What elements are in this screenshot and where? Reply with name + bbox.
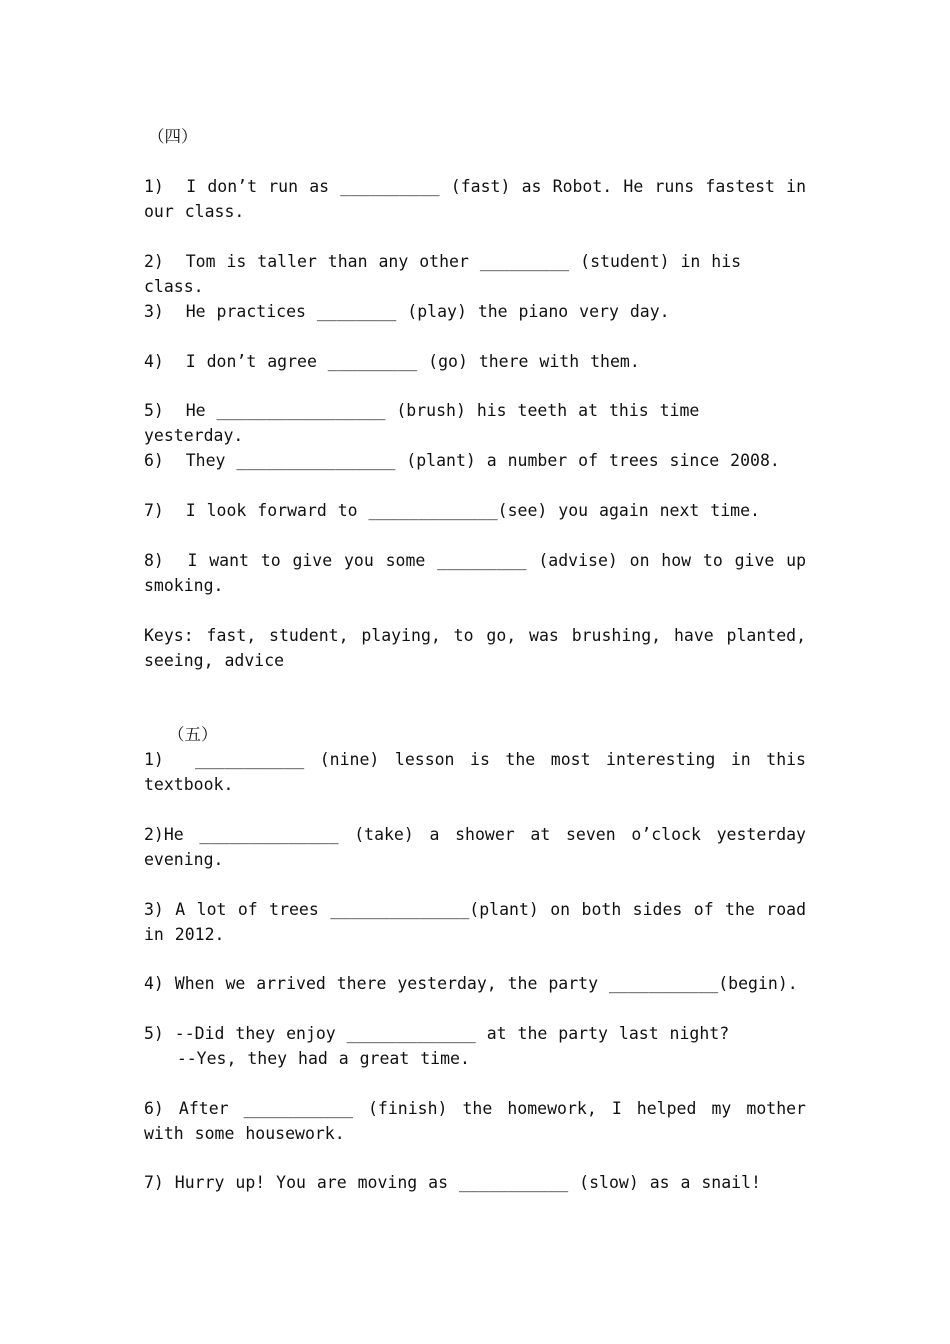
section-4-item-2: 2) Tom is taller than any other _________ (student) in his class. [144,252,753,296]
section-4-item-5: 5) He _________________ (brush) his teeth at this time yesterday. [144,401,711,445]
section-4-item-1: 1) I don’t run as __________ (fast) as Robot. He runs fastest in our class. [144,177,817,221]
section-5-heading: （五） [168,725,218,744]
section-5-item-3: 3) A lot of trees ______________(plant) on both sides of the road in 2012. [144,900,817,944]
section-5-item-6: 6) After ___________ (finish) the homework, I helped my mother with some housework. [144,1099,817,1143]
section-4-item-3: 3) He practices ________ (play) the piano very day. [144,302,670,321]
section-4-item-7: 7) I look forward to _____________(see) you again next time. [144,501,760,520]
section-5-item-5-answer: --Yes, they had a great time. [144,1049,470,1068]
section-4-item-8: 8) I want to give you some _________ (advise) on how to give up smoking. [144,551,817,595]
section-5-item-4: 4) When we arrived there yesterday, the party ___________(begin). [144,974,798,993]
section-5-item-7: 7) Hurry up! You are moving as ___________ (slow) as a snail! [144,1173,761,1192]
section-4-item-6: 6) They ________________ (plant) a number of trees since 2008. [144,451,780,470]
section-5-item-1: 1) ___________ (nine) lesson is the most interesting in this textbook. [144,750,817,794]
section-4-heading: （四） [148,127,198,146]
section-5-item-2: 2)He ______________ (take) a shower at seven o’clock yesterday evening. [144,825,817,869]
section-4-item-4: 4) I don’t agree _________ (go) there with them. [144,352,640,371]
section-4-keys: Keys: fast, student, playing, to go, was brushing, have planted, seeing, advice [144,626,817,670]
section-5-item-5-question: 5) --Did they enjoy _____________ at the party last night? [144,1024,730,1043]
